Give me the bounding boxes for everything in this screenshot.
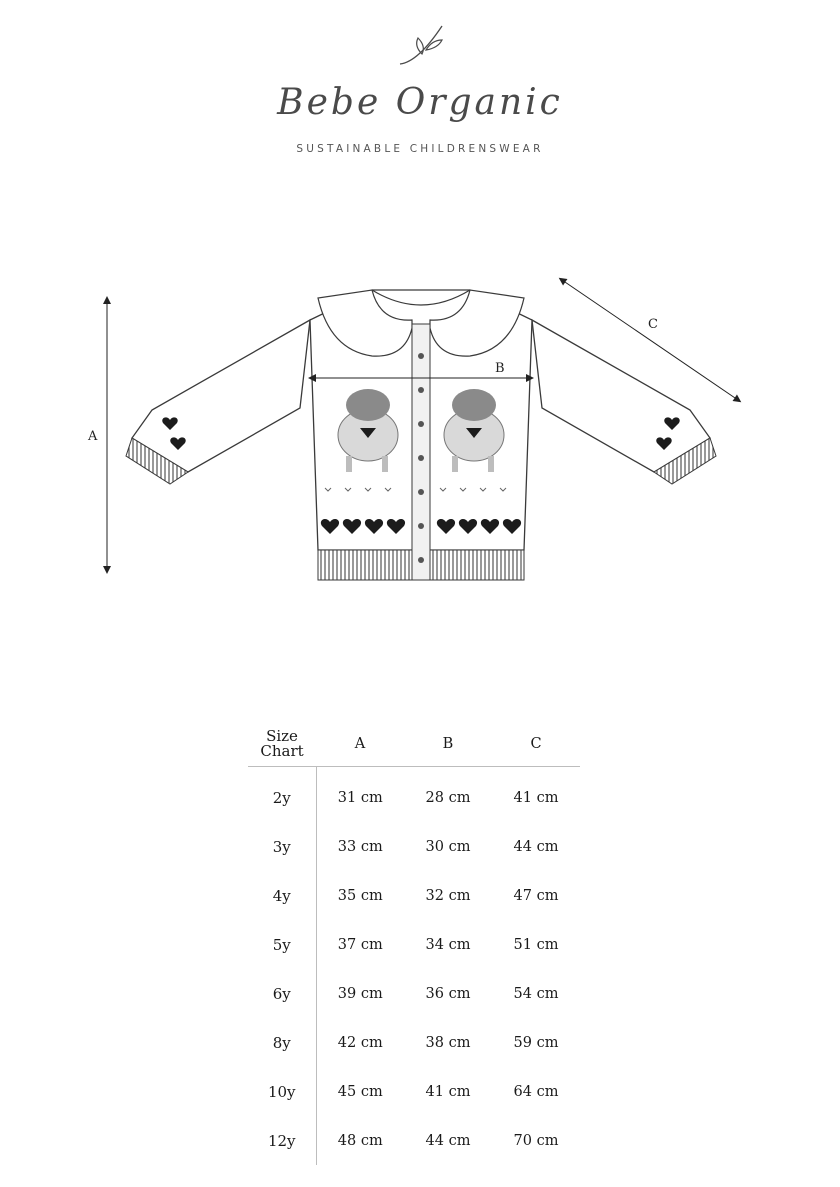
table-row: [248, 1067, 580, 1116]
b-cell: 41 cm: [425, 1083, 471, 1100]
a-cell: 37 cm: [337, 936, 383, 953]
c-cell: 44 cm: [513, 838, 559, 855]
c-cell: 47 cm: [513, 887, 559, 904]
size-cell: 4y: [248, 871, 316, 920]
header-size-line1: Size: [266, 727, 298, 745]
table-row: [248, 969, 580, 1018]
brand-tagline: SUSTAINABLE CHILDRENSWEAR: [296, 143, 544, 155]
header-size-line2: Chart: [260, 742, 304, 760]
b-cell: 44 cm: [425, 1132, 471, 1149]
brand-header: [0, 0, 840, 170]
size-cell: 6y: [248, 969, 316, 1018]
table-row: [248, 767, 580, 823]
dimension-a-label: A: [88, 429, 98, 444]
size-cell: 10y: [248, 1067, 316, 1116]
brand-name: Bebe Organic: [277, 82, 563, 123]
dimension-b-label: B: [495, 361, 505, 376]
size-cell: 12y: [248, 1116, 316, 1165]
b-cell: 28 cm: [425, 789, 471, 806]
table-row: [248, 920, 580, 969]
a-cell: 48 cm: [337, 1132, 383, 1149]
table-row: [248, 1018, 580, 1067]
b-cell: 34 cm: [425, 936, 471, 953]
size-cell: 5y: [248, 920, 316, 969]
table-row: [248, 1116, 580, 1165]
size-chart-header-row: [248, 722, 580, 767]
a-cell: 42 cm: [337, 1034, 383, 1051]
a-cell: 45 cm: [337, 1083, 383, 1100]
size-cell: 3y: [248, 822, 316, 871]
b-cell: 32 cm: [425, 887, 471, 904]
size-cell: 8y: [248, 1018, 316, 1067]
a-cell: 39 cm: [337, 985, 383, 1002]
header-size-chart: [248, 722, 316, 767]
size-cell: 2y: [248, 767, 316, 823]
c-cell: 70 cm: [513, 1132, 559, 1149]
header-a: A: [354, 736, 366, 752]
c-cell: 59 cm: [513, 1034, 559, 1051]
dimension-c-label: C: [648, 317, 658, 332]
header-c: C: [530, 736, 542, 752]
a-cell: 31 cm: [337, 789, 383, 806]
b-cell: 36 cm: [425, 985, 471, 1002]
table-row: [248, 871, 580, 920]
a-cell: 33 cm: [337, 838, 383, 855]
c-cell: 64 cm: [513, 1083, 559, 1100]
b-cell: 38 cm: [425, 1034, 471, 1051]
a-cell: 35 cm: [337, 887, 383, 904]
cardigan-illustration: [0, 260, 840, 600]
dimension-a: [87, 300, 107, 570]
c-cell: 41 cm: [513, 789, 559, 806]
table-row: [248, 822, 580, 871]
b-cell: 30 cm: [425, 838, 471, 855]
header-b: B: [442, 736, 454, 752]
size-chart-table: [248, 722, 580, 1165]
c-cell: 54 cm: [513, 985, 559, 1002]
c-cell: 51 cm: [513, 936, 559, 953]
leaf-icon: [398, 18, 448, 68]
